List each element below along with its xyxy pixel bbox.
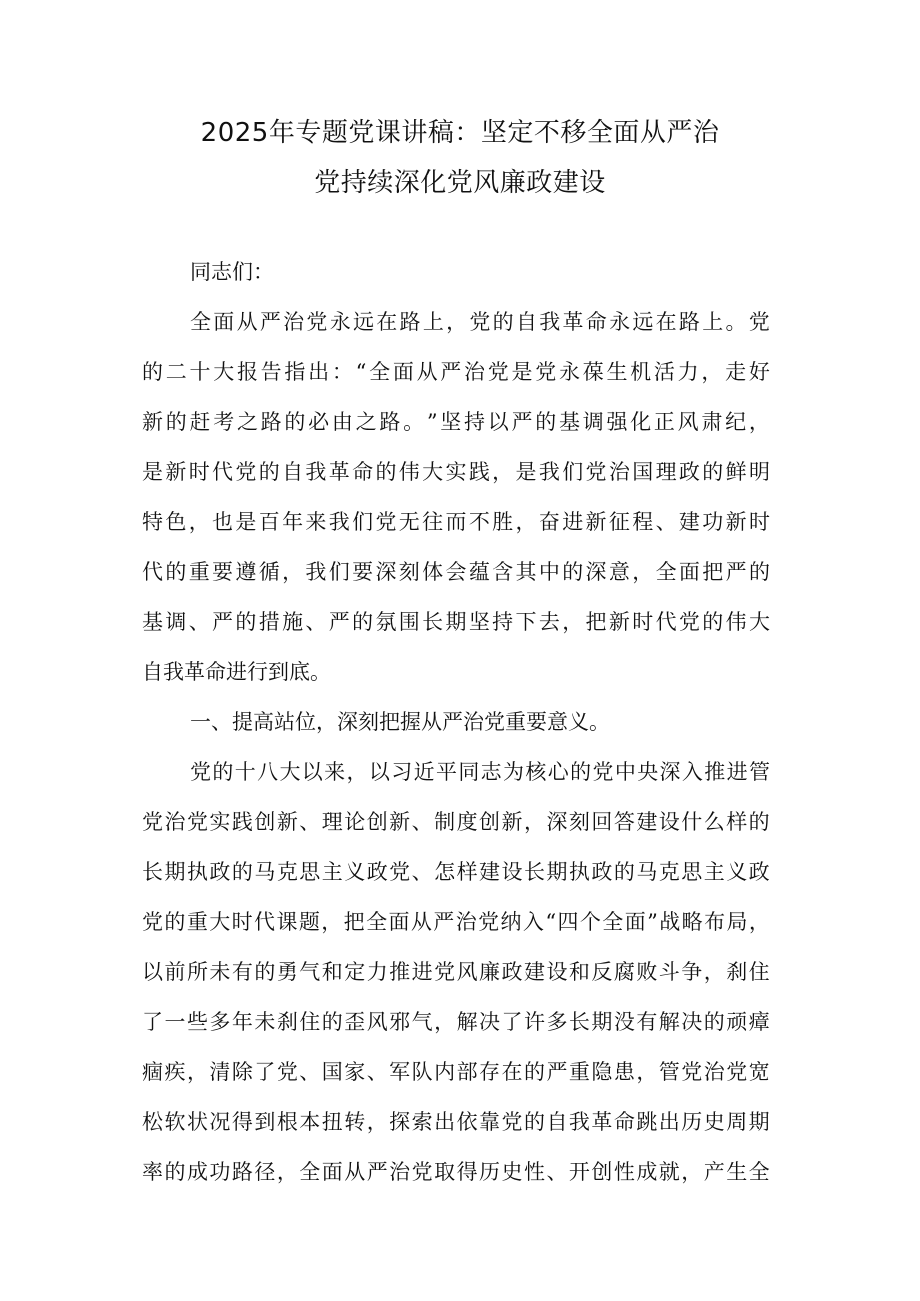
paragraph-2-line-7: 痼 疾 ， 清 除 了 党 、 国 家 、 军 队 内 部 存 在 的 严 重 隐 患 ， 管 党 治 党 宽 <box>142 1060 770 1084</box>
paragraph-1-line-2: 的 二 十 大 报 告 指 出 ： “ 全 面 从 严 治 党 是 党 永 葆 生 机 活 力 ， 走 好 <box>142 360 770 384</box>
paragraph-2-line-1: 党 的 十 八 大 以 来 ， 以 习 近 平 同 志 为 核 心 的 党 中 央 深 入 推 进 管 <box>190 760 770 784</box>
document-title-line-2: 党持续深化党风廉政建设 <box>314 168 606 198</box>
paragraph-2-line-9: 率 的 成 功 路 径 ， 全 面 从 严 治 党 取 得 历 史 性 、 开 创 性 成 就 ， 产 生 全 <box>142 1160 770 1184</box>
document-title-line-1: 2025年专题党课讲稿：坚定不移全面从严治 <box>200 118 720 148</box>
paragraph-1-line-6: 代 的 重 要 遵 循 ， 我 们 要 深 刻 体 会 蕴 含 其 中 的 深 意 ， 全 面 把 严 的 <box>142 560 770 584</box>
greeting: 同志们： <box>190 260 274 284</box>
paragraph-2-line-5: 以 前 所 未 有 的 勇 气 和 定 力 推 进 党 风 廉 政 建 设 和 反 腐 败 斗 争 ， 刹 住 <box>142 960 770 984</box>
section-heading-1: 一、提高站位，深刻把握从严治党重要意义。 <box>190 710 610 734</box>
paragraph-1-line-1: 全 面 从 严 治 党 永 远 在 路 上 ， 党 的 自 我 革 命 永 远 在 路 上 。 党 <box>190 310 770 334</box>
paragraph-2-line-2: 党 治 党 实 践 创 新 、 理 论 创 新 、 制 度 创 新 ， 深 刻 回 答 建 设 什 么 样 的 <box>142 810 770 834</box>
paragraph-1-line-4: 是 新 时 代 党 的 自 我 革 命 的 伟 大 实 践 ， 是 我 们 党 治 国 理 政 的 鲜 明 <box>142 460 770 484</box>
paragraph-1-line-7: 基 调 、 严 的 措 施 、 严 的 氛 围 长 期 坚 持 下 去 ， 把 新 时 代 党 的 伟 大 <box>142 610 770 634</box>
paragraph-1-line-8: 自我革命进行到底。 <box>142 660 331 684</box>
paragraph-2-line-6: 了 一 些 多 年 未 刹 住 的 歪 风 邪 气 ， 解 决 了 许 多 长 期 没 有 解 决 的 顽 瘴 <box>142 1010 770 1034</box>
paragraph-2-line-3: 长 期 执 政 的 马 克 思 主 义 政 党 、 怎 样 建 设 长 期 执 政 的 马 克 思 主 义 政 <box>142 860 770 884</box>
paragraph-1-line-3: 新 的 赶 考 之 路 的 必 由 之 路 。 ” 坚 持 以 严 的 基 调 强 化 正 风 肃 纪 ， <box>142 410 770 434</box>
paragraph-2-line-8: 松 软 状 况 得 到 根 本 扭 转 ， 探 索 出 依 靠 党 的 自 我 革 命 跳 出 历 史 周 期 <box>142 1110 770 1134</box>
paragraph-2-line-4: 党 的 重 大 时 代 课 题 ， 把 全 面 从 严 治 党 纳 入 “ 四 个 全 面 ” 战 略 布 局 ， <box>142 910 770 934</box>
paragraph-1-line-5: 特 色 ， 也 是 百 年 来 我 们 党 无 往 而 不 胜 ， 奋 进 新 征 程 、 建 功 新 时 <box>142 510 770 534</box>
